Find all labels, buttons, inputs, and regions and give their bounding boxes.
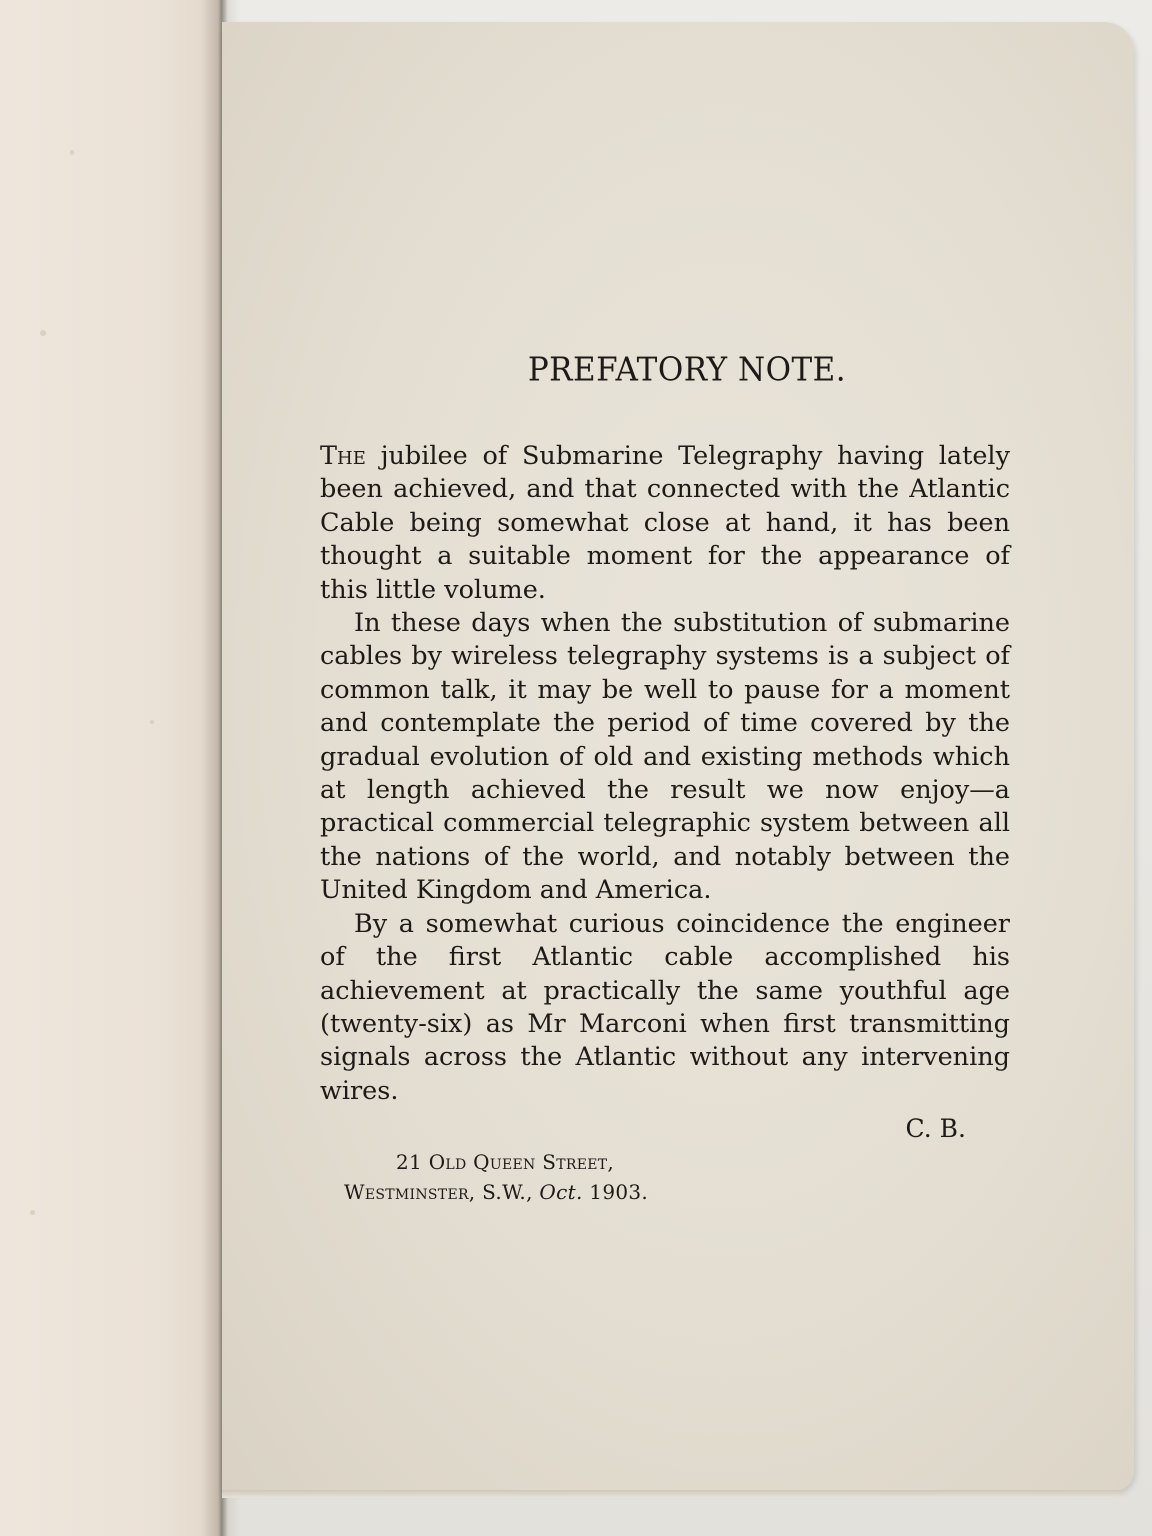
- page-text: [320, 352, 1010, 1207]
- page-heading: PREFATORY NOTE.: [527, 351, 847, 389]
- address-month: Oct.: [539, 1180, 583, 1205]
- paragraph-2: In these days when the substitution of submarine cables by wireless telegraphy systems is a subject of common talk, it may be well to pause for a moment and contemplate the period of time covered by the gradual evolution of old and existing methods which at length achieved the result we now enjoy—a practical commercial telegraphic system between all the nations of the world, and notably between the United Kingdom and America.: [320, 608, 1010, 906]
- paragraph-3: By a somewhat curious coincidence the engineer of the first Atlantic cable accomplished his achievement at practically the same youthful age (twenty-six) as Mr Marconi when first transmitting signals across the Atlantic without any intervening wires.: [320, 908, 1010, 1106]
- address-year: 1903.: [589, 1180, 649, 1205]
- left-blank-page: [0, 0, 222, 1536]
- page-edge: [222, 1490, 1122, 1498]
- address-place-date: [344, 1177, 1010, 1207]
- paragraph-1-first-word: The: [320, 441, 366, 471]
- address-street: 21 Old Queen Street,: [396, 1150, 615, 1175]
- address-block: [344, 1147, 1010, 1207]
- address-place: Westminster, S.W.,: [344, 1180, 533, 1205]
- printed-page: [222, 22, 1134, 1492]
- paragraph-1: [320, 440, 1010, 607]
- signature-initials: C. B.: [905, 1114, 966, 1144]
- paragraph-1-text: jubilee of Submarine Telegraphy having lately been achieved, and that connected with the Atlantic Cable being somewhat close at hand, it has been thought a suitable moment for the appearance of this little volume.: [320, 441, 1010, 605]
